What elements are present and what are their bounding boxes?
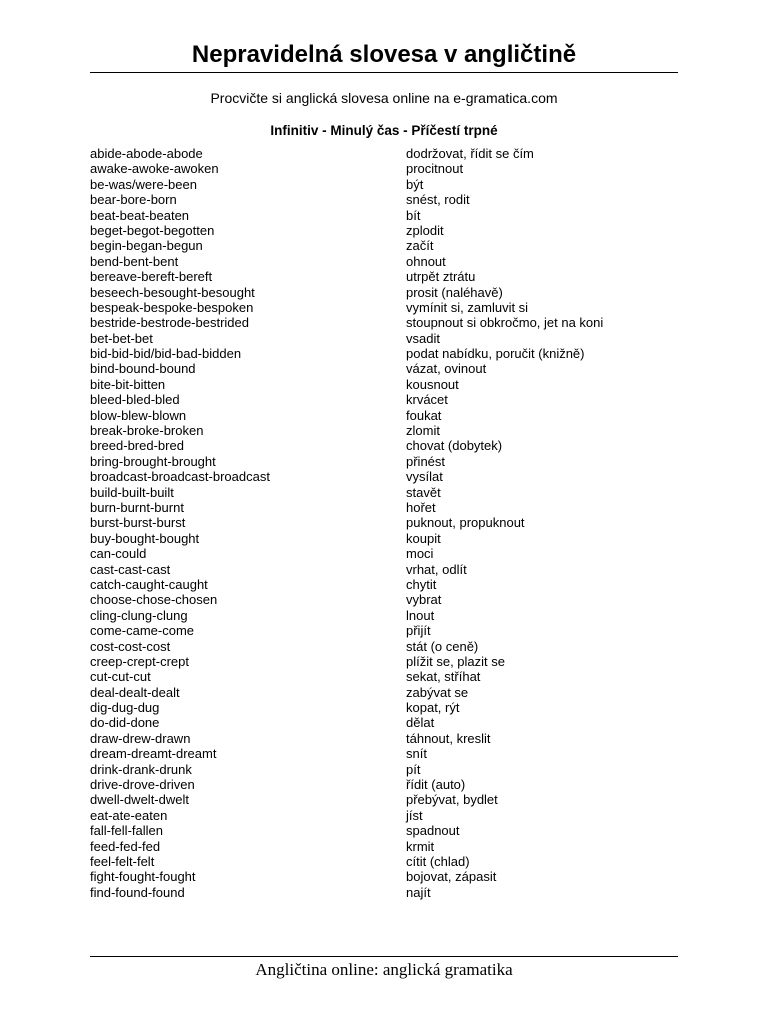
verb-meaning: moci bbox=[406, 546, 434, 562]
verb-meaning: utrpět ztrátu bbox=[406, 269, 476, 285]
verb-forms: bet-bet-bet bbox=[90, 330, 153, 346]
verb-row bbox=[90, 885, 678, 900]
verb-meaning: táhnout, kreslit bbox=[406, 730, 491, 746]
verb-forms: bereave-bereft-bereft bbox=[90, 269, 213, 285]
verb-meaning: vrhat, odlít bbox=[406, 561, 467, 577]
verb-row bbox=[90, 854, 678, 869]
verb-row bbox=[90, 269, 678, 284]
verb-forms: dwell-dwelt-dwelt bbox=[90, 792, 189, 808]
verb-meaning: vymínit si, zamluvit si bbox=[406, 299, 529, 315]
verb-row bbox=[90, 408, 678, 423]
verb-meaning: ohnout bbox=[406, 253, 446, 269]
verb-meaning: snít bbox=[406, 746, 427, 762]
verb-row bbox=[90, 808, 678, 823]
verb-row bbox=[90, 731, 678, 746]
verb-row bbox=[90, 454, 678, 469]
verb-row bbox=[90, 438, 678, 453]
verb-meaning: pít bbox=[406, 761, 421, 777]
verb-meaning: stoupnout si obkročmo, jet na koni bbox=[406, 315, 604, 331]
verb-row bbox=[90, 608, 678, 623]
verb-row bbox=[90, 146, 678, 161]
verb-row bbox=[90, 377, 678, 392]
verb-forms: burst-burst-burst bbox=[90, 515, 186, 531]
verb-meaning: přinést bbox=[406, 453, 446, 469]
verb-forms: burn-burnt-burnt bbox=[90, 499, 184, 515]
verb-row bbox=[90, 392, 678, 407]
verb-forms: drink-drank-drunk bbox=[90, 761, 192, 777]
verb-row bbox=[90, 208, 678, 223]
verb-meaning: být bbox=[406, 176, 424, 192]
verb-row bbox=[90, 715, 678, 730]
verb-forms: break-broke-broken bbox=[90, 423, 204, 439]
verb-meaning: chovat (dobytek) bbox=[406, 438, 503, 454]
verb-forms: bestride-bestrode-bestrided bbox=[90, 315, 249, 331]
verb-row bbox=[90, 792, 678, 807]
verb-meaning: dělat bbox=[406, 715, 435, 731]
verb-forms: deal-dealt-dealt bbox=[90, 684, 180, 700]
verb-row bbox=[90, 685, 678, 700]
verb-forms: be-was/were-been bbox=[90, 176, 197, 192]
verb-list bbox=[90, 146, 678, 900]
verb-row bbox=[90, 192, 678, 207]
verb-row bbox=[90, 577, 678, 592]
verb-forms: build-built-built bbox=[90, 484, 174, 500]
verb-meaning: krmit bbox=[406, 838, 435, 854]
verb-forms: eat-ate-eaten bbox=[90, 807, 168, 823]
verb-meaning: najít bbox=[406, 884, 431, 900]
verb-row bbox=[90, 700, 678, 715]
verb-forms: cling-clung-clung bbox=[90, 607, 188, 623]
verb-meaning: začít bbox=[406, 238, 434, 254]
verb-forms: dream-dreamt-dreamt bbox=[90, 746, 217, 762]
verb-forms: broadcast-broadcast-broadcast bbox=[90, 469, 270, 485]
verb-forms: buy-bought-bought bbox=[90, 530, 200, 546]
verb-meaning: řídit (auto) bbox=[406, 777, 466, 793]
verb-forms: blow-blew-blown bbox=[90, 407, 187, 423]
verb-row bbox=[90, 746, 678, 761]
verb-forms: feed-fed-fed bbox=[90, 838, 161, 854]
page-subtitle: Procvičte si anglická slovesa online na e-gramatica.com bbox=[210, 90, 558, 106]
verb-forms: beget-begot-begotten bbox=[90, 222, 215, 238]
page-title: Nepravidelná slovesa v angličtině bbox=[191, 41, 577, 68]
verb-meaning: zplodit bbox=[406, 222, 444, 238]
verb-forms: begin-began-begun bbox=[90, 238, 203, 254]
footer-divider bbox=[90, 956, 678, 957]
verb-row bbox=[90, 300, 678, 315]
verb-row bbox=[90, 423, 678, 438]
verb-row bbox=[90, 331, 678, 346]
verb-forms: feel-felt-felt bbox=[90, 853, 155, 869]
verb-meaning: zabývat se bbox=[406, 684, 469, 700]
verb-meaning: vsadit bbox=[406, 330, 440, 346]
verb-forms: choose-chose-chosen bbox=[90, 592, 218, 608]
verb-meaning: stát (o ceně) bbox=[406, 638, 479, 654]
verb-forms: come-came-come bbox=[90, 623, 195, 639]
verb-forms: cut-cut-cut bbox=[90, 669, 151, 685]
verb-row bbox=[90, 515, 678, 530]
verb-forms: beseech-besought-besought bbox=[90, 284, 255, 300]
verb-row bbox=[90, 238, 678, 253]
verb-row bbox=[90, 839, 678, 854]
column-header: Infinitiv - Minulý čas - Příčestí trpné bbox=[270, 123, 498, 138]
verb-forms: catch-caught-caught bbox=[90, 576, 208, 592]
verb-forms: bind-bound-bound bbox=[90, 361, 196, 377]
verb-meaning: koupit bbox=[406, 530, 441, 546]
verb-row bbox=[90, 777, 678, 792]
verb-row bbox=[90, 669, 678, 684]
verb-meaning: podat nabídku, poručit (knižně) bbox=[406, 346, 585, 362]
verb-meaning: procitnout bbox=[406, 161, 464, 177]
verb-meaning: snést, rodit bbox=[406, 192, 470, 208]
verb-meaning: spadnout bbox=[406, 823, 460, 839]
verb-meaning: vysílat bbox=[406, 469, 443, 485]
verb-row bbox=[90, 161, 678, 176]
verb-meaning: kousnout bbox=[406, 376, 459, 392]
verb-row bbox=[90, 285, 678, 300]
verb-forms: bend-bent-bent bbox=[90, 253, 179, 269]
page-footer: Angličtina online: anglická gramatika bbox=[255, 960, 513, 979]
verb-meaning: hořet bbox=[406, 499, 436, 515]
verb-row bbox=[90, 592, 678, 607]
verb-forms: cast-cast-cast bbox=[90, 561, 171, 577]
verb-forms: find-found-found bbox=[90, 884, 185, 900]
verb-meaning: jíst bbox=[406, 807, 423, 823]
verb-meaning: sekat, stříhat bbox=[406, 669, 481, 685]
verb-forms: breed-bred-bred bbox=[90, 438, 184, 454]
verb-row bbox=[90, 315, 678, 330]
verb-meaning: vybrat bbox=[406, 592, 442, 608]
verb-row bbox=[90, 623, 678, 638]
verb-forms: abide-abode-abode bbox=[90, 146, 203, 161]
verb-forms: do-did-done bbox=[90, 715, 160, 731]
verb-meaning: stavět bbox=[406, 484, 441, 500]
verb-forms: dig-dug-dug bbox=[90, 700, 160, 716]
verb-forms: draw-drew-drawn bbox=[90, 730, 191, 746]
verb-row bbox=[90, 639, 678, 654]
verb-row bbox=[90, 546, 678, 561]
verb-row bbox=[90, 531, 678, 546]
verb-forms: bleed-bled-bled bbox=[90, 392, 180, 408]
verb-meaning: puknout, propuknout bbox=[406, 515, 525, 531]
verb-meaning: chytit bbox=[406, 576, 437, 592]
verb-row bbox=[90, 346, 678, 361]
verb-row bbox=[90, 654, 678, 669]
title-divider bbox=[90, 72, 678, 73]
verb-meaning: krvácet bbox=[406, 392, 448, 408]
verb-forms: fall-fell-fallen bbox=[90, 823, 163, 839]
verb-meaning: bojovat, zápasit bbox=[406, 869, 497, 885]
verb-forms: beat-beat-beaten bbox=[90, 207, 190, 223]
verb-row bbox=[90, 823, 678, 838]
verb-row bbox=[90, 500, 678, 515]
verb-row bbox=[90, 254, 678, 269]
verb-row bbox=[90, 869, 678, 884]
verb-row bbox=[90, 223, 678, 238]
verb-forms: bring-brought-brought bbox=[90, 453, 216, 469]
verb-forms: fight-fought-fought bbox=[90, 869, 196, 885]
verb-row bbox=[90, 469, 678, 484]
verb-forms: creep-crept-crept bbox=[90, 653, 189, 669]
verb-forms: can-could bbox=[90, 546, 147, 562]
verb-row bbox=[90, 485, 678, 500]
verb-row bbox=[90, 361, 678, 376]
verb-forms: bear-bore-born bbox=[90, 192, 177, 208]
verb-meaning: prosit (naléhavě) bbox=[406, 284, 503, 300]
verb-meaning: vázat, ovinout bbox=[406, 361, 487, 377]
verb-forms: bite-bit-bitten bbox=[90, 376, 166, 392]
verb-meaning: kopat, rýt bbox=[406, 700, 460, 716]
verb-meaning: přebývat, bydlet bbox=[406, 792, 498, 808]
verb-meaning: bít bbox=[406, 207, 421, 223]
verb-forms: cost-cost-cost bbox=[90, 638, 171, 654]
verb-meaning: přijít bbox=[406, 623, 431, 639]
verb-row bbox=[90, 562, 678, 577]
verb-forms: bid-bid-bid/bid-bad-bidden bbox=[90, 346, 242, 362]
verb-meaning: zlomit bbox=[406, 423, 440, 439]
verb-row bbox=[90, 177, 678, 192]
verb-forms: bespeak-bespoke-bespoken bbox=[90, 299, 254, 315]
verb-forms: awake-awoke-awoken bbox=[90, 161, 219, 177]
verb-meaning: dodržovat, řídit se čím bbox=[406, 146, 534, 161]
verb-meaning: cítit (chlad) bbox=[406, 853, 470, 869]
verb-meaning: lnout bbox=[406, 607, 435, 623]
verb-meaning: foukat bbox=[406, 407, 442, 423]
verb-meaning: plížit se, plazit se bbox=[406, 653, 505, 669]
verb-row bbox=[90, 762, 678, 777]
verb-forms: drive-drove-driven bbox=[90, 777, 195, 793]
